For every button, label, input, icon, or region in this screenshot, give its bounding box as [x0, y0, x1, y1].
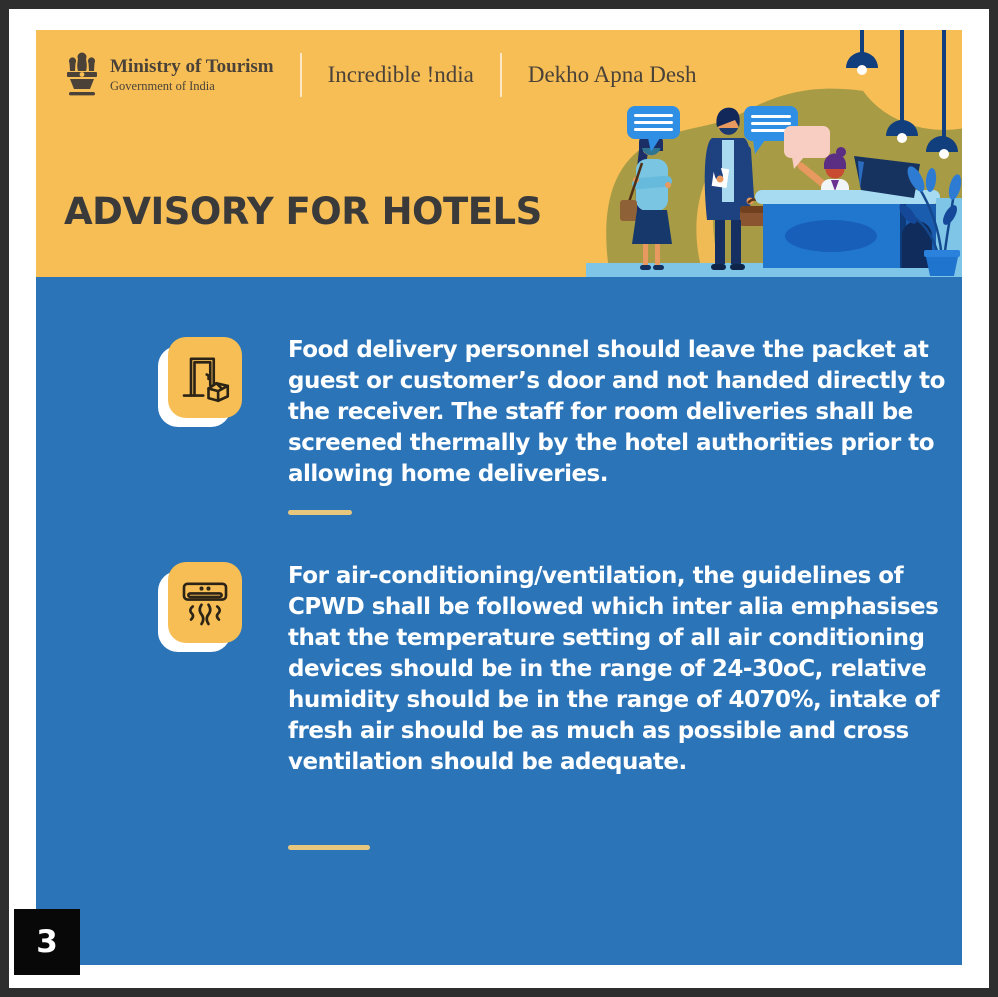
advisory-panel [36, 277, 962, 965]
advisory-text-2: For air-conditioning/ventilation, the guidelines of CPWD shall be followed which inter alia emphasises that the temperature setting of all air conditioning devices should be in the range of 24-30oC, relative humidity should be in the range of 4070%, intake of fresh air should be as much as possible and cross ventilation should be adequate. [288, 563, 940, 775]
poster-content [36, 30, 962, 965]
advisory-divider-2 [288, 845, 370, 850]
dekho-apna-desh-logo: Dekho Apna Desh [527, 62, 697, 87]
ashoka-emblem-icon [64, 50, 100, 100]
advisory-item-1-icon-tile [158, 337, 242, 427]
brand-divider [500, 53, 502, 97]
advisory-text-1: Food delivery personnel should leave the packet at guest or customer’s door and not handed directly to the receiver. The staff for room deliveries shall be screened thermally by the hotel authorities prior to allowing home deliveries. [288, 337, 945, 487]
ministry-subtitle: Government of India [110, 78, 215, 93]
header-band [36, 30, 962, 277]
brand-divider [300, 53, 302, 97]
tile-face [168, 562, 242, 643]
ministry-title: Ministry of Tourism [110, 55, 274, 77]
advisory-item-2-icon-tile [158, 562, 242, 652]
page-title: ADVISORY FOR HOTELS [64, 190, 542, 233]
air-conditioner-icon [177, 575, 233, 631]
tile-face [168, 337, 242, 418]
advisory-divider-1 [288, 510, 352, 515]
ministry-block [110, 57, 274, 93]
page-number-badge: 3 [14, 909, 80, 975]
door-delivery-icon [177, 350, 233, 406]
brand-bar [64, 50, 697, 100]
incredible-india-logo: Incredible !ndia [327, 62, 474, 87]
